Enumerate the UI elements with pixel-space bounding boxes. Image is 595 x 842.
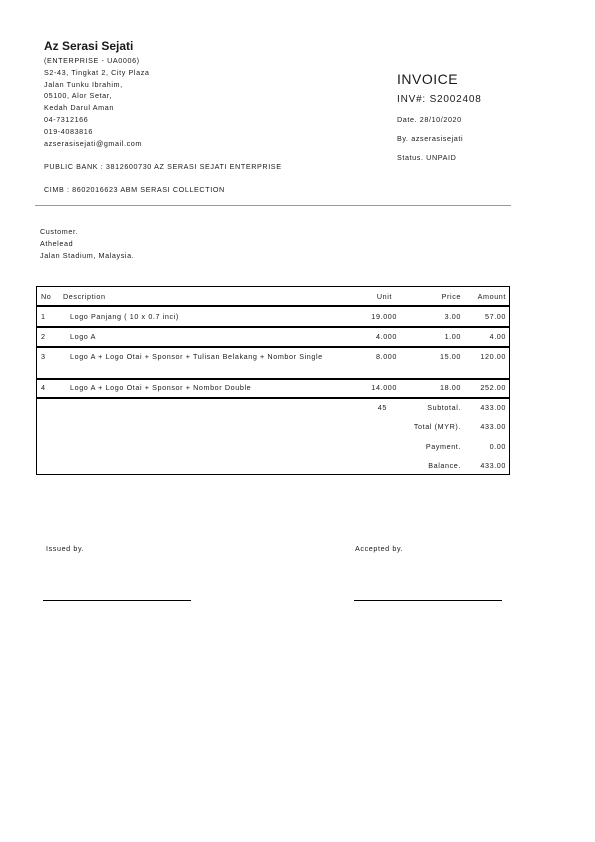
row-amount: 120.00: [480, 352, 506, 361]
bank-cimb: CIMB : 8602016623 ABM SERASI COLLECTION: [44, 185, 225, 194]
row-rule: [37, 378, 509, 380]
invoice-status: Status. UNPAID: [397, 153, 457, 162]
invoice-title: INVOICE: [397, 71, 459, 87]
row-no: 1: [41, 312, 46, 321]
total-units: 45: [377, 403, 387, 412]
issued-by-label: Issued by.: [46, 544, 85, 553]
row-price: 1.00: [444, 332, 461, 341]
col-header-amount: Amount: [477, 292, 506, 301]
col-header-unit: Unit: [376, 292, 392, 301]
company-registration: (ENTERPRISE - UA0006): [44, 56, 140, 65]
invoice-number: INV#: S2002408: [397, 94, 482, 105]
row-description: Logo A + Logo Otai + Sponsor + Nombor Double: [70, 383, 252, 392]
items-table: [36, 286, 510, 475]
total-label: Total (MYR).: [413, 422, 461, 431]
row-amount: 252.00: [480, 383, 506, 392]
row-description: Logo Panjang ( 10 x 0.7 inci): [70, 312, 179, 321]
total-value: 433.00: [480, 422, 506, 431]
row-no: 3: [41, 352, 46, 361]
company-address-line: Kedah Darul Aman: [44, 103, 114, 113]
company-address-line: Jalan Tunku Ibrahim,: [44, 79, 123, 89]
row-price: 3.00: [444, 312, 461, 321]
subtotal-value: 433.00: [480, 403, 506, 412]
customer-block: [40, 226, 134, 262]
row-unit: 19.000: [371, 312, 397, 321]
subtotal-label: Subtotal.: [427, 403, 461, 412]
header-rule: [37, 305, 509, 307]
company-address-line: 05100, Alor Setar,: [44, 91, 112, 101]
customer-label: Customer.: [40, 227, 79, 236]
row-no: 2: [41, 332, 46, 341]
row-rule: [37, 346, 509, 348]
balance-value: 433.00: [480, 461, 506, 470]
company-mobile: 019-4083816: [44, 126, 93, 136]
row-no: 4: [41, 383, 46, 392]
issued-signature-line: [43, 600, 191, 601]
row-price: 18.00: [440, 383, 461, 392]
col-header-description: Description: [63, 292, 106, 301]
invoice-date: Date. 28/10/2020: [397, 115, 462, 124]
col-header-no: No: [41, 292, 52, 301]
accepted-by-label: Accepted by.: [355, 544, 404, 553]
row-unit: 4.000: [376, 332, 397, 341]
company-phone: 04-7312166: [44, 114, 89, 124]
bank-public: PUBLIC BANK : 3812600730 AZ SERASI SEJATI ENTERPRISE: [44, 162, 282, 171]
company-address-line: S2-43, Tingkat 2, City Plaza: [44, 67, 150, 77]
col-header-price: Price: [441, 292, 461, 301]
totals-rule: [37, 397, 509, 399]
payment-label: Payment.: [425, 442, 461, 451]
row-unit: 8.000: [376, 352, 397, 361]
company-email: azserasisejati@gmail.com: [44, 138, 142, 148]
company-address-block: [44, 55, 150, 149]
company-name: Az Serasi Sejati: [44, 39, 134, 53]
customer-name: Athelead: [40, 239, 74, 248]
row-amount: 57.00: [485, 312, 506, 321]
header-divider: [35, 205, 511, 206]
row-rule: [37, 326, 509, 328]
invoice-issuer: By. azserasisejati: [397, 134, 464, 143]
accepted-signature-line: [354, 600, 502, 601]
customer-address: Jalan Stadium, Malaysia.: [40, 251, 135, 260]
row-unit: 14.000: [371, 383, 397, 392]
row-description: Logo A + Logo Otai + Sponsor + Tulisan Belakang + Nombor Single: [70, 352, 323, 361]
row-price: 15.00: [440, 352, 461, 361]
payment-value: 0.00: [489, 442, 506, 451]
balance-label: Balance.: [428, 461, 461, 470]
row-description: Logo A: [70, 332, 96, 341]
row-amount: 4.00: [489, 332, 506, 341]
